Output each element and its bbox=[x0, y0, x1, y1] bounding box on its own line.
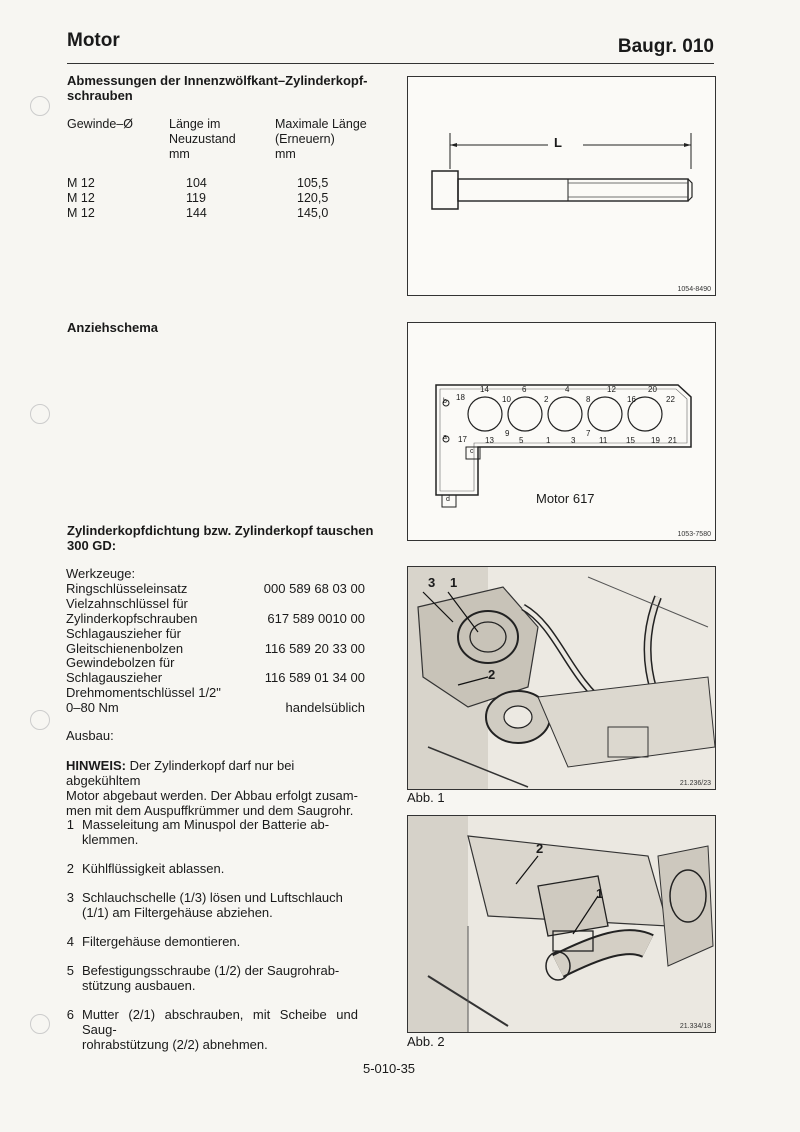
callout-label: 1 bbox=[450, 575, 458, 590]
bolt-number: 4 bbox=[565, 385, 570, 394]
bolt-number: 12 bbox=[607, 385, 616, 394]
bolt-number: 16 bbox=[627, 395, 636, 404]
removal-heading: Ausbau: bbox=[66, 728, 114, 743]
figure-ref: 1054-8490 bbox=[677, 286, 711, 293]
bolt-number: 5 bbox=[519, 436, 524, 445]
photo-figure-2 bbox=[407, 815, 716, 1033]
chapter-title: Motor bbox=[67, 30, 120, 51]
note-text: Motor abgebaut werden. Der Abbau erfolgt zusam- bbox=[66, 788, 358, 803]
bolt-number: 8 bbox=[586, 395, 591, 404]
tool-number: 617 589 0010 00 bbox=[267, 611, 365, 626]
bolt-number: 1 bbox=[546, 436, 551, 445]
list-item bbox=[60, 817, 370, 851]
note-label: HINWEIS: bbox=[66, 758, 126, 773]
bolt-number: 15 bbox=[626, 436, 635, 445]
step-number: 3 bbox=[66, 890, 74, 905]
bolt-figure bbox=[407, 76, 716, 296]
tool-number: 000 589 68 03 00 bbox=[263, 581, 365, 596]
dimension-label: L bbox=[554, 135, 562, 150]
tool-name: Zylinderkopfschrauben bbox=[66, 611, 198, 626]
table-row bbox=[67, 176, 95, 221]
thread-cell: M 12 bbox=[67, 191, 95, 205]
max-length-cell: 120,5 bbox=[297, 191, 329, 205]
step-text: Schlauchschelle (1/3) lösen und Luftschlauch (1/1) am Filtergehäuse abziehen. bbox=[82, 890, 343, 920]
step-text: Mutter (2/1) abschrauben, mit Scheibe und Saug- rohrabstützung (2/2) abnehmen. bbox=[82, 1007, 358, 1052]
tool-number: handelsüblich bbox=[285, 700, 365, 715]
thread-cell: M 12 bbox=[67, 206, 95, 220]
bolt-section-title-line2: schrauben bbox=[67, 88, 133, 103]
figure-ref: 1053-7580 bbox=[677, 531, 711, 538]
note-paragraph bbox=[66, 758, 366, 818]
bolt-number: 2 bbox=[544, 395, 549, 404]
list-item bbox=[60, 890, 370, 924]
step-text: Kühlflüssigkeit ablassen. bbox=[82, 861, 225, 876]
bolt-number: 21 bbox=[668, 436, 677, 445]
callout-label: 2 bbox=[488, 667, 496, 682]
max-length-cell: 145,0 bbox=[297, 206, 329, 220]
group-label: Baugr. 010 bbox=[617, 36, 714, 57]
marker: c bbox=[470, 448, 474, 455]
bolt-number: 22 bbox=[666, 395, 675, 404]
engine-photo-2 bbox=[408, 816, 715, 1032]
gasket-title-line2: 300 GD: bbox=[67, 538, 117, 553]
col-header-thread: Gewinde–Ø bbox=[67, 117, 134, 131]
tightening-figure bbox=[407, 322, 716, 541]
marker: d bbox=[446, 496, 450, 503]
bolt-drawing bbox=[408, 77, 715, 295]
note-text: Der Zylinderkopf darf nur bei abgekühltem bbox=[66, 758, 295, 788]
figure-caption: Abb. 2 bbox=[407, 1034, 445, 1049]
tools-heading: Werkzeuge: bbox=[66, 566, 136, 581]
engine-photo-1 bbox=[408, 567, 715, 789]
gasket-title-line1: Zylinderkopfdichtung bzw. Zylinderkopf tauschen bbox=[67, 523, 374, 538]
callout-label: 2 bbox=[536, 841, 544, 856]
list-item bbox=[60, 934, 370, 954]
bolt-number: 14 bbox=[480, 385, 489, 394]
step-number: 2 bbox=[66, 861, 74, 876]
figure-caption: Motor 617 bbox=[536, 491, 595, 506]
tool-name: Schlagauszieher bbox=[66, 670, 163, 685]
new-length-cell: 144 bbox=[186, 206, 207, 220]
bolt-number: 17 bbox=[458, 435, 467, 444]
tool-number: 116 589 01 34 00 bbox=[264, 670, 365, 685]
callout-label: 3 bbox=[428, 575, 436, 590]
thread-cell: M 12 bbox=[67, 176, 95, 190]
col-header-max-length: Maximale Länge (Erneuern) mm bbox=[275, 117, 367, 161]
binder-hole bbox=[30, 1014, 50, 1034]
table-row bbox=[297, 176, 328, 221]
step-number: 4 bbox=[66, 934, 74, 949]
step-number: 1 bbox=[66, 817, 74, 832]
binder-hole bbox=[30, 710, 50, 730]
bolt-number: 18 bbox=[456, 393, 465, 402]
binder-hole bbox=[30, 404, 50, 424]
list-item bbox=[60, 861, 370, 881]
marker: a bbox=[443, 434, 447, 441]
bolt-number: 10 bbox=[502, 395, 511, 404]
bolt-number: 11 bbox=[599, 436, 608, 445]
tool-name: Gleitschienenbolzen bbox=[66, 641, 184, 656]
table-row bbox=[186, 176, 207, 221]
bolt-number: 13 bbox=[485, 436, 494, 445]
tool-name: Vielzahnschlüssel für bbox=[66, 596, 188, 611]
tool-name: Drehmomentschlüssel 1/2" bbox=[66, 685, 221, 700]
page-number: 5-010-35 bbox=[363, 1061, 416, 1076]
bolt-number: 3 bbox=[571, 436, 576, 445]
tool-name: Ringschlüsseleinsatz bbox=[66, 581, 188, 596]
tool-name: Schlagauszieher für bbox=[66, 626, 181, 641]
list-item bbox=[60, 1007, 370, 1052]
marker: b bbox=[443, 398, 447, 405]
bolt-number: 6 bbox=[522, 385, 527, 394]
step-number: 5 bbox=[66, 963, 74, 978]
photo-figure-1 bbox=[407, 566, 716, 790]
max-length-cell: 105,5 bbox=[297, 176, 329, 190]
bolt-number: 7 bbox=[586, 429, 591, 438]
note-text: men mit dem Auspuffkrümmer und dem Saugrohr. bbox=[66, 803, 354, 818]
tool-number: 116 589 20 33 00 bbox=[264, 641, 365, 656]
tightening-title: Anziehschema bbox=[67, 320, 159, 335]
new-length-cell: 119 bbox=[186, 191, 206, 205]
step-text: Masseleitung am Minuspol der Batterie ab- klemmen. bbox=[82, 817, 330, 847]
bolt-section-title-line1: Abmessungen der Innenzwölfkant–Zylinderkopf- bbox=[67, 73, 368, 88]
list-item bbox=[60, 963, 370, 997]
callout-label: 1 bbox=[596, 886, 604, 901]
figure-ref: 21.236/23 bbox=[679, 780, 711, 787]
step-text: Befestigungsschraube (1/2) der Saugrohrab- stützung ausbauen. bbox=[82, 963, 340, 993]
col-header-new-length: Länge im Neuzustand mm bbox=[169, 117, 236, 161]
bolt-number: 19 bbox=[651, 436, 660, 445]
figure-caption: Abb. 1 bbox=[407, 790, 445, 805]
header-rule bbox=[67, 63, 714, 64]
figure-ref: 21.334/18 bbox=[679, 1023, 711, 1030]
step-text: Filtergehäuse demontieren. bbox=[82, 934, 241, 949]
new-length-cell: 104 bbox=[186, 176, 207, 190]
cylinder-head-diagram bbox=[408, 323, 715, 540]
tool-name: Gewindebolzen für bbox=[66, 655, 175, 670]
tool-name: 0–80 Nm bbox=[66, 700, 119, 715]
bolt-number: 20 bbox=[648, 385, 657, 394]
bolt-number: 9 bbox=[505, 429, 510, 438]
binder-hole bbox=[30, 96, 50, 116]
step-number: 6 bbox=[66, 1007, 74, 1022]
